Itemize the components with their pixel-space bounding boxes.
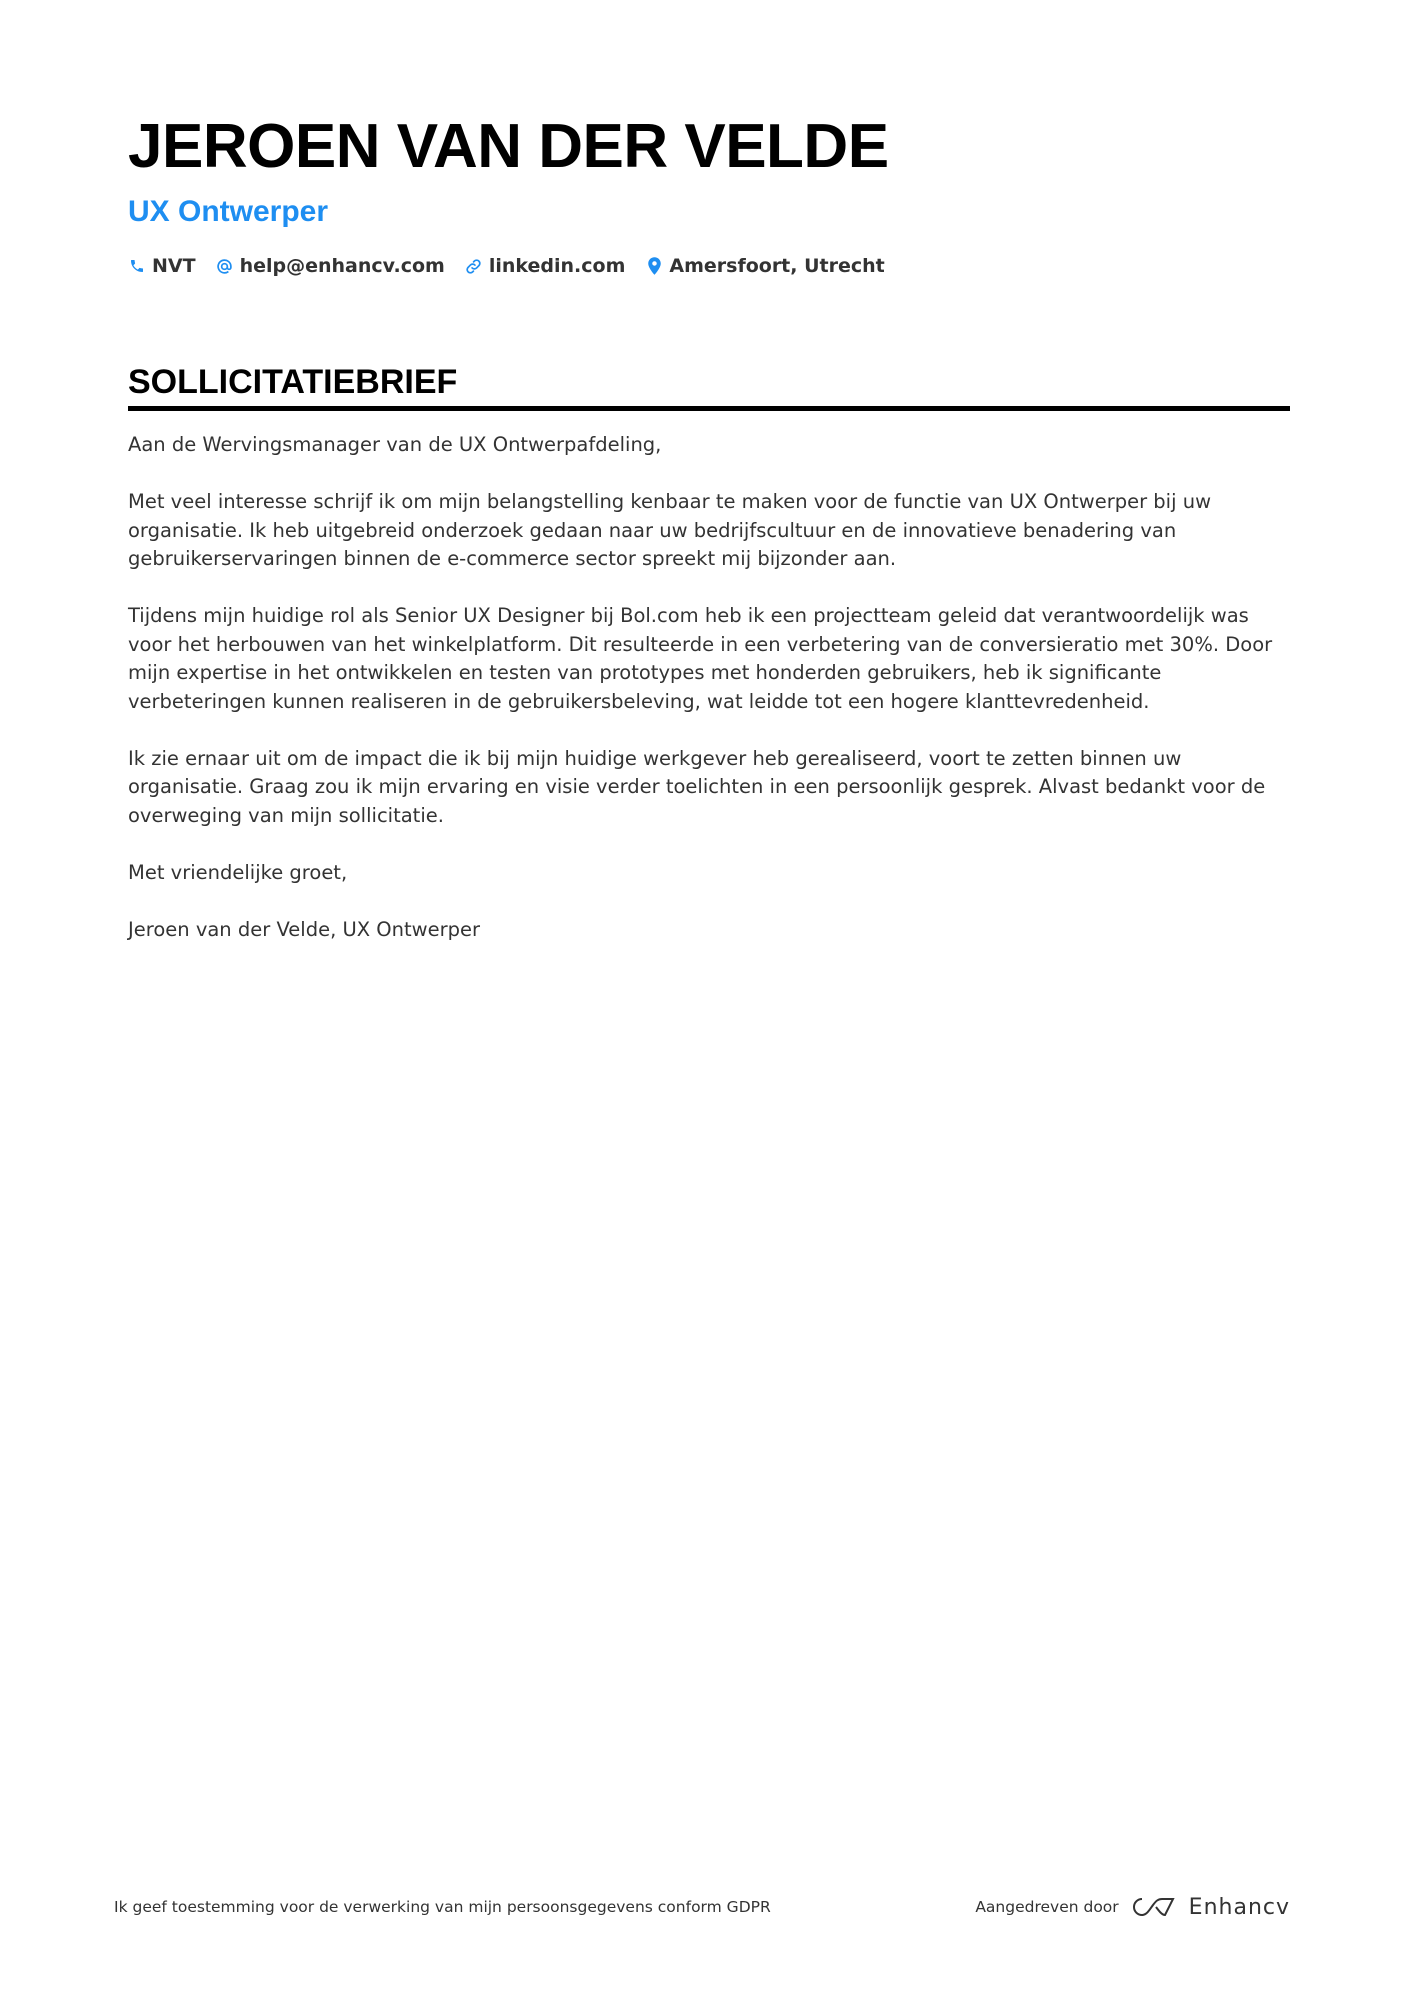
link-icon — [465, 257, 483, 275]
salutation: Aan de Wervingsmanager van de UX Ontwerpafdeling, — [128, 433, 662, 456]
contact-email[interactable] — [216, 255, 445, 277]
letter-paragraph: Tijdens mijn huidige rol als Senior UX Designer bij Bol.com heb ik een projectteam geleid dat verantwoordelijk was voor het herbouwen van het winkelplatform. Dit resulteerde in een verbetering van de conversieratio met 30%. Door mijn expertise in het ontwikkelen en testen van prototypes met honderden gebruikers, heb ik significante verbeteringen kunnen realiseren in de gebruikersbeleving, wat leidde tot een hogere klanttevredenheid. — [128, 604, 1273, 713]
powered-by-label: Aangedreven door — [975, 1898, 1119, 1916]
signature: Jeroen van der Velde, UX Ontwerper — [128, 917, 481, 941]
powered-by[interactable] — [975, 1894, 1290, 1920]
location-text: Amersfoort, Utrecht — [669, 255, 885, 277]
at-icon — [216, 257, 234, 275]
phone-icon — [128, 257, 146, 275]
gdpr-consent: Ik geef toestemming voor de verwerking van mijn persoonsgegevens conform GDPR — [114, 1898, 771, 1916]
contact-location — [645, 255, 884, 277]
email-text: help@enhancv.com — [239, 255, 445, 277]
applicant-name: JEROEN VAN DER VELDE — [128, 112, 889, 181]
enhancv-brand: Enhancv — [1188, 1894, 1290, 1920]
closing: Met vriendelijke groet, — [128, 860, 348, 884]
section-title: SOLLICITATIEBRIEF — [128, 362, 1290, 411]
footer — [114, 1894, 1290, 1920]
enhancv-logo-icon — [1131, 1894, 1177, 1920]
letter-body — [128, 431, 1290, 944]
contact-info — [128, 250, 1290, 282]
contact-phone — [128, 255, 196, 277]
job-title: UX Ontwerper — [128, 195, 329, 228]
letter-paragraph: Met veel interesse schrijf ik om mijn belangstelling kenbaar te maken voor de functie van UX Ontwerper bij uw organisatie. Ik heb uitgebreid onderzoek gedaan naar uw bedrijfscultuur en de innovatieve benadering van gebruikerservaringen binnen de e-commerce sector spreekt mij bijzonder aan. — [128, 490, 1212, 570]
contact-linkedin[interactable] — [465, 255, 626, 277]
location-pin-icon — [645, 257, 663, 275]
letter-paragraph: Ik zie ernaar uit om de impact die ik bij mijn huidige werkgever heb gerealiseerd, voort te zetten binnen uw organisatie. Graag zou ik mijn ervaring en visie verder toelichten in een persoonlijk gesprek. Alvast bedankt voor de overweging van mijn sollicitatie. — [128, 746, 1266, 827]
phone-text: NVT — [152, 255, 196, 277]
linkedin-text: linkedin.com — [488, 255, 626, 277]
cover-letter-page — [128, 110, 1290, 973]
